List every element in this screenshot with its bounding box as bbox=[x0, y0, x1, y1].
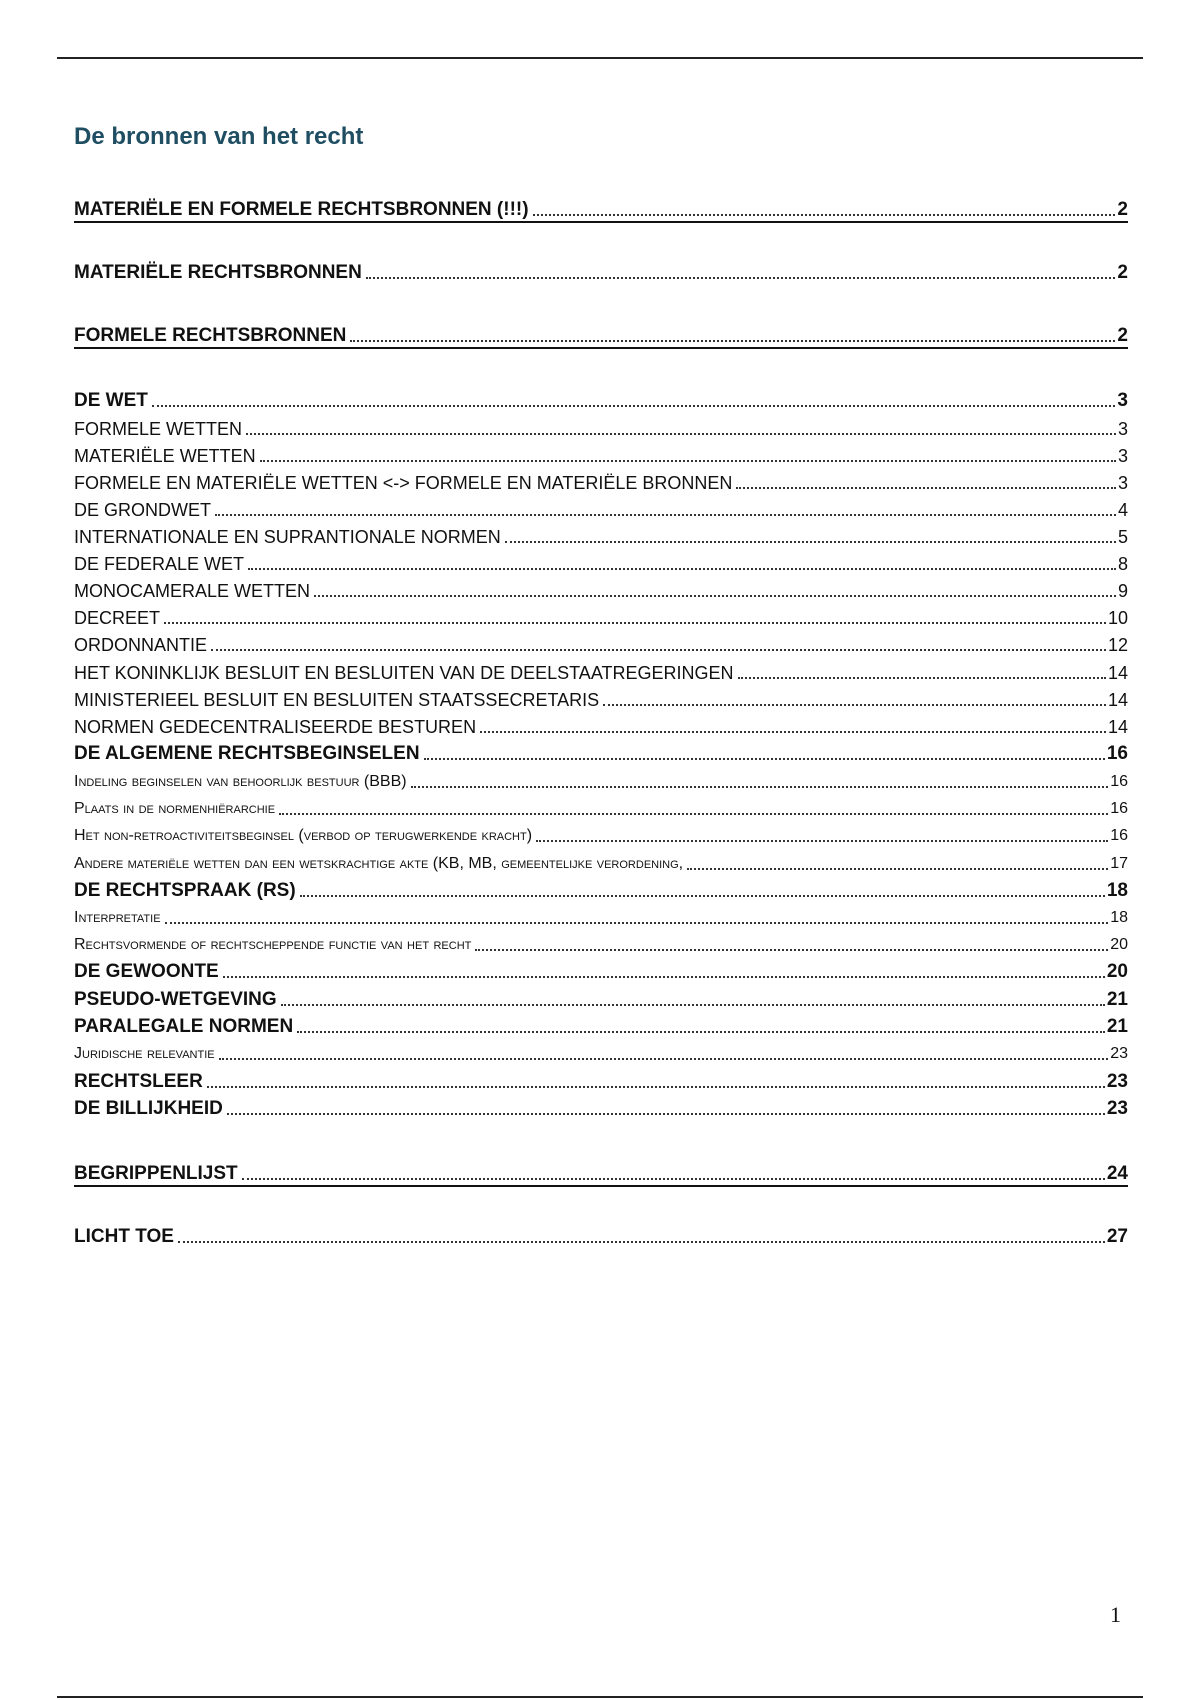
toc-leader-dots bbox=[178, 1241, 1105, 1243]
toc-entry-page: 23 bbox=[1106, 1071, 1128, 1092]
toc-entry-page: 5 bbox=[1117, 527, 1128, 547]
toc-leader-dots bbox=[300, 895, 1105, 897]
page-title: De bronnen van het recht bbox=[74, 123, 364, 150]
toc-entry-page: 3 bbox=[1117, 419, 1128, 439]
toc-entry[interactable] bbox=[74, 607, 1128, 629]
toc-entry[interactable] bbox=[74, 634, 1128, 656]
toc-leader-dots bbox=[297, 1031, 1105, 1033]
toc-leader-dots bbox=[248, 568, 1116, 570]
toc-leader-dots bbox=[260, 460, 1116, 462]
toc-entry-page: 16 bbox=[1110, 773, 1128, 790]
toc-entry-label: DE GEWOONTE bbox=[74, 961, 219, 982]
toc-entry-page: 3 bbox=[1117, 473, 1128, 493]
toc-leader-dots bbox=[736, 487, 1116, 489]
toc-entry-page: 20 bbox=[1110, 936, 1128, 953]
toc-entry-label: Het non-retroactiviteitsbeginsel (verbod op terugwerkende kracht) bbox=[74, 827, 533, 844]
toc-leader-dots bbox=[603, 704, 1106, 706]
toc-entry[interactable] bbox=[74, 825, 1128, 847]
toc-leader-dots bbox=[246, 433, 1116, 435]
toc-entry-page: 23 bbox=[1106, 1098, 1128, 1119]
toc-entry-page: 24 bbox=[1106, 1163, 1128, 1184]
toc-leader-dots bbox=[505, 541, 1116, 543]
toc-entry-label: LICHT TOE bbox=[74, 1226, 174, 1247]
toc-entry[interactable] bbox=[74, 743, 1128, 765]
toc-entry-page: 9 bbox=[1117, 581, 1128, 601]
toc-leader-dots bbox=[223, 976, 1105, 978]
toc-entry-page: 12 bbox=[1107, 635, 1128, 655]
toc-entry[interactable] bbox=[74, 472, 1128, 494]
toc-entry-page: 4 bbox=[1117, 500, 1128, 520]
toc-entry-label: ORDONNANTIE bbox=[74, 635, 208, 655]
toc-entry[interactable] bbox=[74, 499, 1128, 521]
toc-entry-label: Rechtsvormende of rechtscheppende functie van het recht bbox=[74, 936, 472, 953]
toc-entry-label: DE RECHTSPRAAK (RS) bbox=[74, 880, 296, 901]
toc-entry[interactable] bbox=[74, 553, 1128, 575]
toc-leader-dots bbox=[242, 1178, 1105, 1180]
toc-entry[interactable] bbox=[74, 961, 1128, 983]
toc-entry-label: FORMELE EN MATERIËLE WETTEN <-> FORMELE EN MATERIËLE BRONNEN bbox=[74, 473, 733, 493]
toc-entry[interactable] bbox=[74, 1043, 1128, 1065]
toc-entry-label: MONOCAMERALE WETTEN bbox=[74, 581, 311, 601]
toc-entry[interactable] bbox=[74, 853, 1128, 875]
toc-entry[interactable] bbox=[74, 390, 1128, 412]
toc-leader-dots bbox=[475, 949, 1108, 951]
toc-entry[interactable] bbox=[74, 689, 1128, 711]
toc-entry-page: 21 bbox=[1106, 1016, 1128, 1037]
toc-entry-page: 2 bbox=[1117, 199, 1128, 220]
toc-entry[interactable] bbox=[74, 526, 1128, 548]
toc-entry[interactable] bbox=[74, 662, 1128, 684]
toc-entry-label: NORMEN GEDECENTRALISEERDE BESTUREN bbox=[74, 717, 477, 737]
toc-entry-label: Indeling beginselen van behoorlijk bestuur (BBB) bbox=[74, 773, 407, 790]
toc-leader-dots bbox=[152, 405, 1116, 407]
toc-entry[interactable] bbox=[74, 1016, 1128, 1038]
toc-entry-page: 18 bbox=[1110, 909, 1128, 926]
toc-entry[interactable] bbox=[74, 716, 1128, 738]
toc-entry-page: 21 bbox=[1106, 989, 1128, 1010]
toc-entry[interactable] bbox=[74, 445, 1128, 467]
toc-entry-page: 8 bbox=[1117, 554, 1128, 574]
toc-entry[interactable] bbox=[74, 418, 1128, 440]
toc-leader-dots bbox=[533, 214, 1116, 216]
toc-entry[interactable] bbox=[74, 262, 1128, 284]
toc-entry-label: MATERIËLE EN FORMELE RECHTSBRONNEN (!!!) bbox=[74, 199, 529, 220]
toc-entry-label: INTERNATIONALE EN SUPRANTIONALE NORMEN bbox=[74, 527, 501, 547]
toc-entry-page: 16 bbox=[1110, 800, 1128, 817]
page-number: 1 bbox=[1110, 1602, 1121, 1627]
toc-entry-page: 14 bbox=[1107, 690, 1128, 710]
toc-leader-dots bbox=[411, 786, 1109, 788]
toc-entry-page: 14 bbox=[1107, 663, 1128, 683]
toc-leader-dots bbox=[207, 1086, 1105, 1088]
toc-entry-label: FORMELE WETTEN bbox=[74, 419, 243, 439]
toc-entry-page: 14 bbox=[1107, 717, 1128, 737]
toc-entry-label: Juridische relevantie bbox=[74, 1045, 215, 1062]
toc-entry-page: 16 bbox=[1110, 827, 1128, 844]
toc-entry-label: PSEUDO-WETGEVING bbox=[74, 989, 277, 1010]
toc-entry[interactable] bbox=[74, 1226, 1128, 1248]
toc-leader-dots bbox=[227, 1113, 1105, 1115]
toc-entry-label: DE BILLIJKHEID bbox=[74, 1098, 223, 1119]
toc-entry-page: 10 bbox=[1107, 608, 1128, 628]
toc-leader-dots bbox=[366, 277, 1116, 279]
toc-leader-dots bbox=[314, 595, 1116, 597]
toc-entry-label: MATERIËLE RECHTSBRONNEN bbox=[74, 262, 362, 283]
toc-leader-dots bbox=[279, 813, 1108, 815]
toc-leader-dots bbox=[687, 868, 1108, 870]
toc-entry-label: MINISTERIEEL BESLUIT EN BESLUITEN STAATSSECRETARIS bbox=[74, 690, 600, 710]
toc-leader-dots bbox=[215, 514, 1116, 516]
toc-entry-page: 16 bbox=[1106, 743, 1128, 764]
toc-entry-label: Andere materiële wetten dan een wetskrachtige akte (KB, MB, gemeentelijke verordening, bbox=[74, 855, 684, 872]
toc-entry[interactable] bbox=[74, 798, 1128, 820]
toc-entry-page: 3 bbox=[1117, 390, 1128, 411]
toc-entry-label: Interpretatie bbox=[74, 909, 161, 926]
toc-entry[interactable] bbox=[74, 989, 1128, 1011]
toc-entry-label: DECREET bbox=[74, 608, 161, 628]
toc-entry-label: HET KONINKLIJK BESLUIT EN BESLUITEN VAN DE DEELSTAATREGERINGEN bbox=[74, 663, 734, 683]
toc-entry-page: 17 bbox=[1110, 855, 1128, 872]
toc-entry[interactable] bbox=[74, 1163, 1128, 1187]
toc-entry[interactable] bbox=[74, 1071, 1128, 1093]
toc-leader-dots bbox=[424, 758, 1105, 760]
toc-entry[interactable] bbox=[74, 771, 1128, 793]
toc-entry-label: MATERIËLE WETTEN bbox=[74, 446, 256, 466]
toc-entry-label: RECHTSLEER bbox=[74, 1071, 203, 1092]
toc-entry[interactable] bbox=[74, 907, 1128, 929]
toc-entry-label: Plaats in de normenhiërarchie bbox=[74, 800, 276, 817]
toc-leader-dots bbox=[738, 677, 1106, 679]
toc-leader-dots bbox=[165, 922, 1109, 924]
toc-leader-dots bbox=[536, 840, 1108, 842]
toc-entry-page: 27 bbox=[1106, 1226, 1128, 1247]
toc-entry-label: DE GRONDWET bbox=[74, 500, 211, 520]
toc-entry[interactable] bbox=[74, 880, 1128, 902]
toc-entry[interactable] bbox=[74, 580, 1128, 602]
toc-entry-label: DE ALGEMENE RECHTSBEGINSELEN bbox=[74, 743, 420, 764]
toc-entry[interactable] bbox=[74, 1098, 1128, 1120]
toc-leader-dots bbox=[219, 1058, 1109, 1060]
toc-entry[interactable] bbox=[74, 325, 1128, 349]
toc-entry-page: 23 bbox=[1110, 1045, 1128, 1062]
toc-entry[interactable] bbox=[74, 199, 1128, 223]
toc-entry-label: DE WET bbox=[74, 390, 148, 411]
toc-leader-dots bbox=[281, 1004, 1105, 1006]
toc-entry-label: BEGRIPPENLIJST bbox=[74, 1163, 238, 1184]
toc-entry-label: DE FEDERALE WET bbox=[74, 554, 245, 574]
footer-rule bbox=[57, 1696, 1143, 1698]
toc-entry-label: PARALEGALE NORMEN bbox=[74, 1016, 294, 1037]
header-rule bbox=[57, 57, 1143, 59]
toc-leader-dots bbox=[350, 340, 1115, 342]
toc-entry[interactable] bbox=[74, 934, 1128, 956]
toc-leader-dots bbox=[480, 731, 1106, 733]
toc-leader-dots bbox=[164, 622, 1106, 624]
toc-leader-dots bbox=[211, 649, 1106, 651]
toc-entry-page: 18 bbox=[1106, 880, 1128, 901]
toc-entry-page: 2 bbox=[1117, 262, 1128, 283]
toc-entry-page: 20 bbox=[1106, 961, 1128, 982]
toc-entry-page: 3 bbox=[1117, 446, 1128, 466]
toc-entry-page: 2 bbox=[1117, 325, 1128, 346]
toc-entry-label: FORMELE RECHTSBRONNEN bbox=[74, 325, 347, 346]
